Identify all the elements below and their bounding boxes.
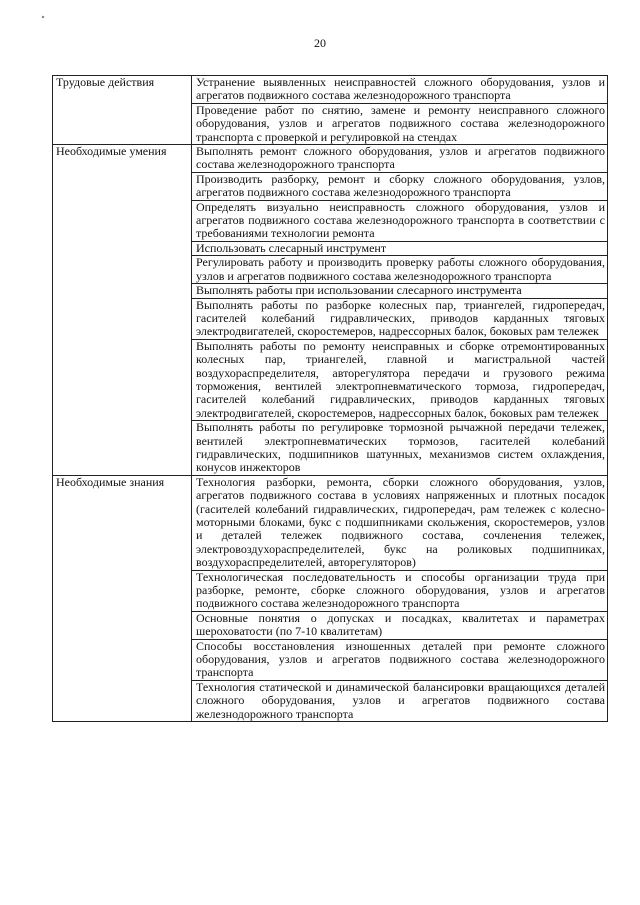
requirement-item: Выполнять работы при использовании слесарного инструмента (192, 284, 608, 298)
requirement-item: Выполнять ремонт сложного оборудования, узлов и агрегатов подвижного состава железнодорожного транспорта (192, 145, 608, 173)
requirement-item: Выполнять работы по ремонту неисправных и сборке отремонтированных колесных пар, триангелей, главной и магистральной частей воздухораспределителя, авторегулятора передачи и грузового режима торможения, вентилей электропневматического тормоза, гидропередач, гасителей колебаний гидравлических, приводов карданных тяговых электродвигателей, скоростемеров, надрессорных балок, боковых рам тележек (192, 339, 608, 420)
requirement-item: Проведение работ по снятию, замене и ремонту неисправного сложного оборудования, узлов и агрегатов подвижного состава железнодорожного транспорта с проверкой и регулировкой на стендах (192, 103, 608, 144)
page-number: 20 (314, 36, 326, 50)
requirement-item: Использовать слесарный инструмент (192, 241, 608, 255)
requirement-item: Технологическая последовательность и способы организации труда при разборке, ремонте, сборке сложного оборудования, узлов и агрегатов подвижного состава железнодорожного транспорта (192, 570, 608, 611)
requirement-item: Устранение выявленных неисправностей сложного оборудования, узлов и агрегатов подвижного состава железнодорожного транспорта (192, 76, 608, 104)
requirement-item: Выполнять работы по регулировке тормозной рычажной передачи тележек, вентилей электропневматических тормозов, гасителей колебаний гидравлических, подшипников шатунных, механизмов систем охлаждения, конусов инжекторов (192, 421, 608, 476)
scan-speck (42, 16, 45, 19)
table-row (53, 475, 608, 570)
table-row (53, 145, 608, 173)
section-label: Необходимые знания (53, 475, 192, 721)
requirement-item: Способы восстановления изношенных деталей при ремонте сложного оборудования, узлов и агрегатов подвижного состава железнодорожного транспорта (192, 639, 608, 680)
requirement-item: Определять визуально неисправность сложного оборудования, узлов и агрегатов подвижного состава железнодорожного транспорта в соответствии с требованиями технологии ремонта (192, 200, 608, 241)
requirement-item: Основные понятия о допусках и посадках, квалитетах и параметрах шероховатости (по 7-10 квалитетам) (192, 611, 608, 639)
requirement-item: Производить разборку, ремонт и сборку сложного оборудования, узлов, агрегатов подвижного состава железнодорожного транспорта (192, 172, 608, 200)
requirement-item: Технология разборки, ремонта, сборки сложного оборудования, узлов, агрегатов подвижного состава в условиях напряженных и плотных посадок (гасителей колебаний гидравлических, гидропередач, рам тележек с колесно-моторными блоками, букс с подшипниками скольжения, скоростемеров, узлов и деталей тележек подвижного состава, сочленения тележек, электровоздухораспределителей, букс на роликовых подшипниках, воздухораспределителей, авторегуляторов) (192, 475, 608, 570)
requirement-item: Регулировать работу и производить проверку работы сложного оборудования, узлов и агрегатов подвижного состава железнодорожного транспорта (192, 256, 608, 284)
requirements-table (52, 75, 608, 722)
requirement-item: Выполнять работы по разборке колесных пар, триангелей, гидропередач, гасителей колебаний гидравлических, приводов карданных тяговых электродвигателей, скоростемеров, надрессорных балок, боковых рам тележек (192, 298, 608, 339)
requirement-item: Технология статической и динамической балансировки вращающихся деталей сложного оборудования, узлов и агрегатов подвижного состава железнодорожного транспорта (192, 680, 608, 721)
section-label: Трудовые действия (53, 76, 192, 145)
section-label: Необходимые умения (53, 145, 192, 476)
table-row (53, 76, 608, 104)
